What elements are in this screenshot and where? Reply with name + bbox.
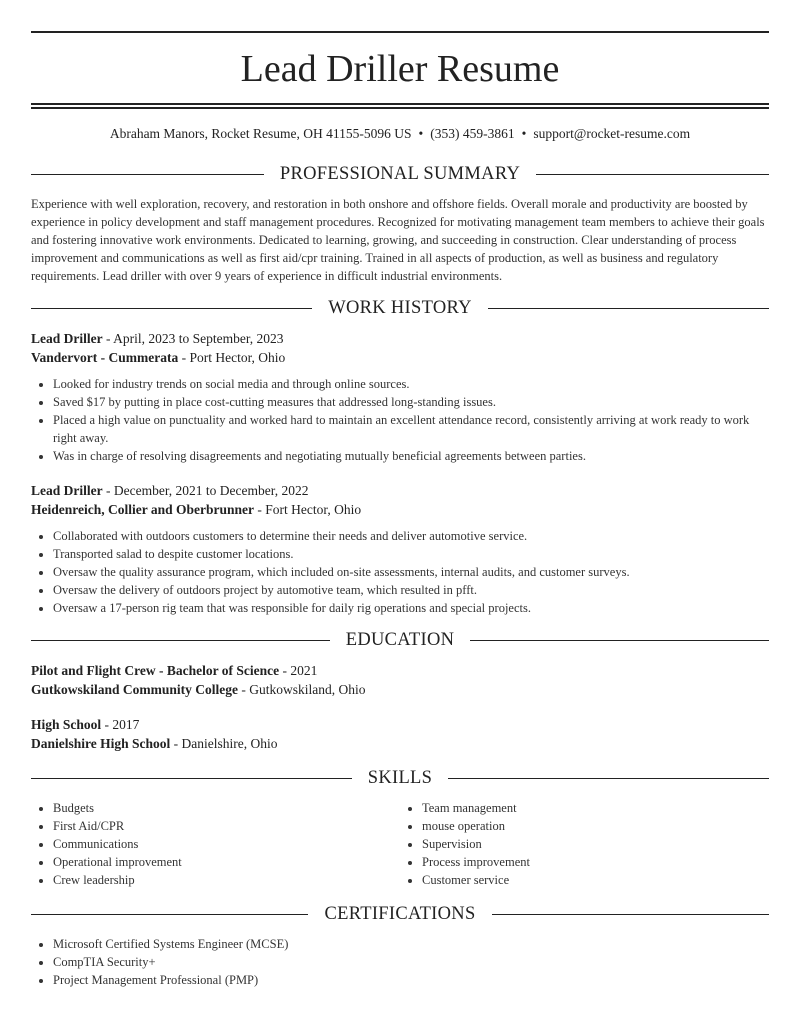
contact-line (31, 125, 769, 143)
job-bullet: • Transported salad to despite customer locations. (53, 545, 769, 563)
skills-list-left (31, 799, 400, 889)
contact-separator: • (418, 126, 424, 141)
education-degree: Pilot and Flight Crew - Bachelor of Science (31, 663, 280, 678)
contact-phone: (353) 459-3861 (430, 126, 515, 141)
section-rule (536, 174, 769, 175)
section-rule (492, 914, 769, 915)
job-bullet: • Oversaw the delivery of outdoors project by automotive team, which resulted in pfft. (53, 581, 769, 599)
work-section-header (31, 297, 769, 319)
skill-item: • mouse operation (422, 817, 769, 835)
title-divider-second (31, 107, 769, 109)
job-title: Lead Driller (31, 331, 103, 346)
certifications-section-header (31, 903, 769, 925)
job-bullet: • Collaborated with outdoors customers to determine their needs and deliver automotive service. (53, 527, 769, 545)
job-entry (31, 481, 769, 617)
skills-list-right (400, 799, 769, 889)
title-divider (31, 103, 769, 105)
job-title-line (31, 481, 769, 500)
job-dates: - December, 2021 to December, 2022 (102, 483, 309, 498)
job-bullets (31, 375, 769, 465)
job-bullet: • Looked for industry trends on social media and through online sources. (53, 375, 769, 393)
job-bullets (31, 527, 769, 617)
contact-separator: • (521, 126, 527, 141)
summary-text: Experience with well exploration, recovery, and restoration in both onshore and offshore fields. Overall morale and productivity are boosted by experience in policy development and staff management procedures. Recognized for motivating management team members to achieve their goals and fostering innovative work environments. Dedicated to learning, growing, and succeeding in construction. Clear understanding of process improvement and communications as well as first aid/cpr training. Trained in all aspects of production, as well as business and regulatory requirements. Lead driller with over 9 years of experience in difficult industrial environments. (31, 197, 765, 283)
resume-page (31, 0, 769, 989)
skill-item: • Supervision (422, 835, 769, 853)
section-rule (470, 640, 769, 641)
skill-item: • Budgets (53, 799, 400, 817)
skills-section-header (31, 767, 769, 789)
section-rule (448, 778, 769, 779)
education-school: Danielshire High School (31, 736, 171, 751)
certifications-list (31, 935, 769, 989)
skill-item: • Communications (53, 835, 400, 853)
skill-item: • Crew leadership (53, 871, 400, 889)
skill-item: • Customer service (422, 871, 769, 889)
education-section-header (31, 629, 769, 651)
education-school-line (31, 680, 769, 699)
section-title-certifications: CERTIFICATIONS (324, 903, 476, 924)
job-bullet: • Oversaw the quality assurance program, which included on-site assessments, internal audits, and customer surveys. (53, 563, 769, 581)
education-entry (31, 661, 769, 699)
skill-item: • Process improvement (422, 853, 769, 871)
job-bullet: • Saved $17 by putting in place cost-cutting measures that addressed long-standing issues. (53, 393, 769, 411)
section-rule (31, 640, 330, 641)
job-company-line (31, 500, 769, 519)
section-title-skills: SKILLS (367, 767, 433, 788)
job-location: - Fort Hector, Ohio (254, 502, 362, 517)
summary-section-header (31, 163, 769, 185)
job-entry (31, 329, 769, 465)
education-year: - 2021 (279, 663, 318, 678)
contact-email: support@rocket-resume.com (533, 126, 691, 141)
job-dates: - April, 2023 to September, 2023 (102, 331, 284, 346)
education-degree: High School (31, 717, 102, 732)
top-divider (31, 31, 769, 33)
job-company: Vandervort - Cummerata (31, 350, 179, 365)
section-title-work: WORK HISTORY (328, 297, 472, 318)
job-company-line (31, 348, 769, 367)
job-bullet: • Placed a high value on punctuality and worked hard to maintain an excellent attendance record, consistently arriving at work ready to work right away. (53, 411, 769, 447)
section-rule (31, 174, 264, 175)
certification-item: • Project Management Professional (PMP) (53, 971, 769, 989)
education-location: - Gutkowskiland, Ohio (238, 682, 366, 697)
section-rule (31, 778, 352, 779)
education-school-line (31, 734, 769, 753)
education-degree-line (31, 715, 769, 734)
education-entry (31, 715, 769, 753)
skill-item: • Operational improvement (53, 853, 400, 871)
section-rule (31, 308, 312, 309)
skill-item: • First Aid/CPR (53, 817, 400, 835)
page-title: Lead Driller Resume (240, 48, 560, 90)
job-company: Heidenreich, Collier and Oberbrunner (31, 502, 255, 517)
section-rule (488, 308, 769, 309)
education-year: - 2017 (101, 717, 140, 732)
education-degree-line (31, 661, 769, 680)
section-title-summary: PROFESSIONAL SUMMARY (279, 163, 521, 184)
section-title-education: EDUCATION (345, 629, 455, 650)
education-school: Gutkowskiland Community College (31, 682, 239, 697)
certification-item: • CompTIA Security+ (53, 953, 769, 971)
certification-item: • Microsoft Certified Systems Engineer (MCSE) (53, 935, 769, 953)
skill-item: • Team management (422, 799, 769, 817)
education-location: - Danielshire, Ohio (170, 736, 278, 751)
job-title: Lead Driller (31, 483, 103, 498)
job-bullet: • Oversaw a 17-person rig team that was responsible for daily rig operations and special projects. (53, 599, 769, 617)
job-title-line (31, 329, 769, 348)
job-bullet: • Was in charge of resolving disagreements and negotiating mutually beneficial agreements between parties. (53, 447, 769, 465)
skills-columns (31, 799, 769, 889)
section-rule (31, 914, 308, 915)
job-location: - Port Hector, Ohio (178, 350, 286, 365)
contact-address: Abraham Manors, Rocket Resume, OH 41155-5096 US (109, 126, 412, 141)
